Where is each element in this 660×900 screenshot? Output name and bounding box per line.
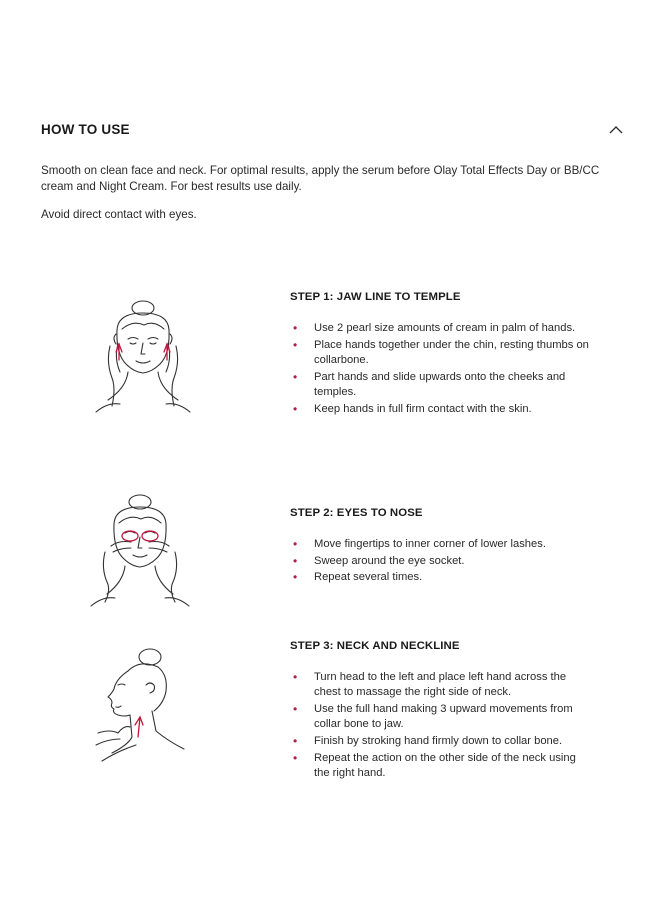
list-item <box>293 370 593 401</box>
bullet-dot-icon: • <box>293 553 298 568</box>
list-item <box>293 338 593 369</box>
list-item-text: Place hands together under the chin, resting thumbs on collarbone. <box>314 338 589 366</box>
list-item <box>293 537 593 552</box>
intro-text: Smooth on clean face and neck. For optimal results, apply the serum before Olay Total Effects Day or BB/CC cream and Night Cream. For best results use daily. <box>41 164 600 193</box>
list-item <box>293 734 593 749</box>
list-item <box>293 402 593 417</box>
list-item-text: Repeat the action on the other side of the neck using the right hand. <box>314 751 576 779</box>
bullet-dot-icon: • <box>293 321 298 335</box>
collapse-button[interactable] <box>607 122 625 138</box>
step3-bullets <box>293 670 593 783</box>
step2-illustration <box>85 490 195 610</box>
list-item-text: Move fingertips to inner corner of lower lashes. <box>314 538 546 550</box>
eye-warning-text: Avoid direct contact with eyes. <box>41 208 197 221</box>
bullet-dot-icon: • <box>293 702 298 716</box>
bullet-dot-icon: • <box>293 537 298 551</box>
list-item-text: Use 2 pearl size amounts of cream in palm of hands. <box>314 322 576 334</box>
chevron-up-icon <box>607 122 625 138</box>
list-item-text: Part hands and slide upwards onto the cheeks and temples. <box>314 370 566 398</box>
list-item <box>293 670 593 701</box>
list-item <box>293 751 593 782</box>
step2-title: STEP 2: EYES TO NOSE <box>290 507 423 519</box>
step3-title: STEP 3: NECK AND NECKLINE <box>290 640 460 652</box>
list-item <box>293 321 593 336</box>
bullet-dot-icon: • <box>293 570 298 585</box>
list-item-text: Keep hands in full firm contact with the skin. <box>314 402 532 415</box>
step1-illustration <box>88 296 198 416</box>
section-title: HOW TO USE <box>41 122 130 137</box>
list-item <box>293 702 593 733</box>
bullet-dot-icon: • <box>293 369 298 384</box>
list-item-text: Use the full hand making 3 upward movements from collar bone to jaw. <box>314 703 573 731</box>
step2-bullets <box>293 537 593 587</box>
list-item-text: Finish by stroking hand firmly down to collar bone. <box>314 735 563 747</box>
step1-bullets <box>293 321 593 418</box>
list-item-text: Sweep around the eye socket. <box>314 554 465 567</box>
list-item-text: Repeat several times. <box>314 571 423 584</box>
list-item <box>293 554 593 569</box>
step3-illustration <box>88 645 198 765</box>
bullet-dot-icon: • <box>293 670 298 684</box>
step1-title: STEP 1: JAW LINE TO TEMPLE <box>290 291 461 303</box>
bullet-dot-icon: • <box>293 337 298 352</box>
bullet-dot-icon: • <box>293 750 298 765</box>
list-item-text: Turn head to the left and place left hand across the chest to massage the right side of neck. <box>314 671 567 699</box>
how-to-use-header[interactable] <box>41 122 631 142</box>
bullet-dot-icon: • <box>293 401 298 416</box>
list-item <box>293 570 593 585</box>
bullet-dot-icon: • <box>293 734 298 748</box>
